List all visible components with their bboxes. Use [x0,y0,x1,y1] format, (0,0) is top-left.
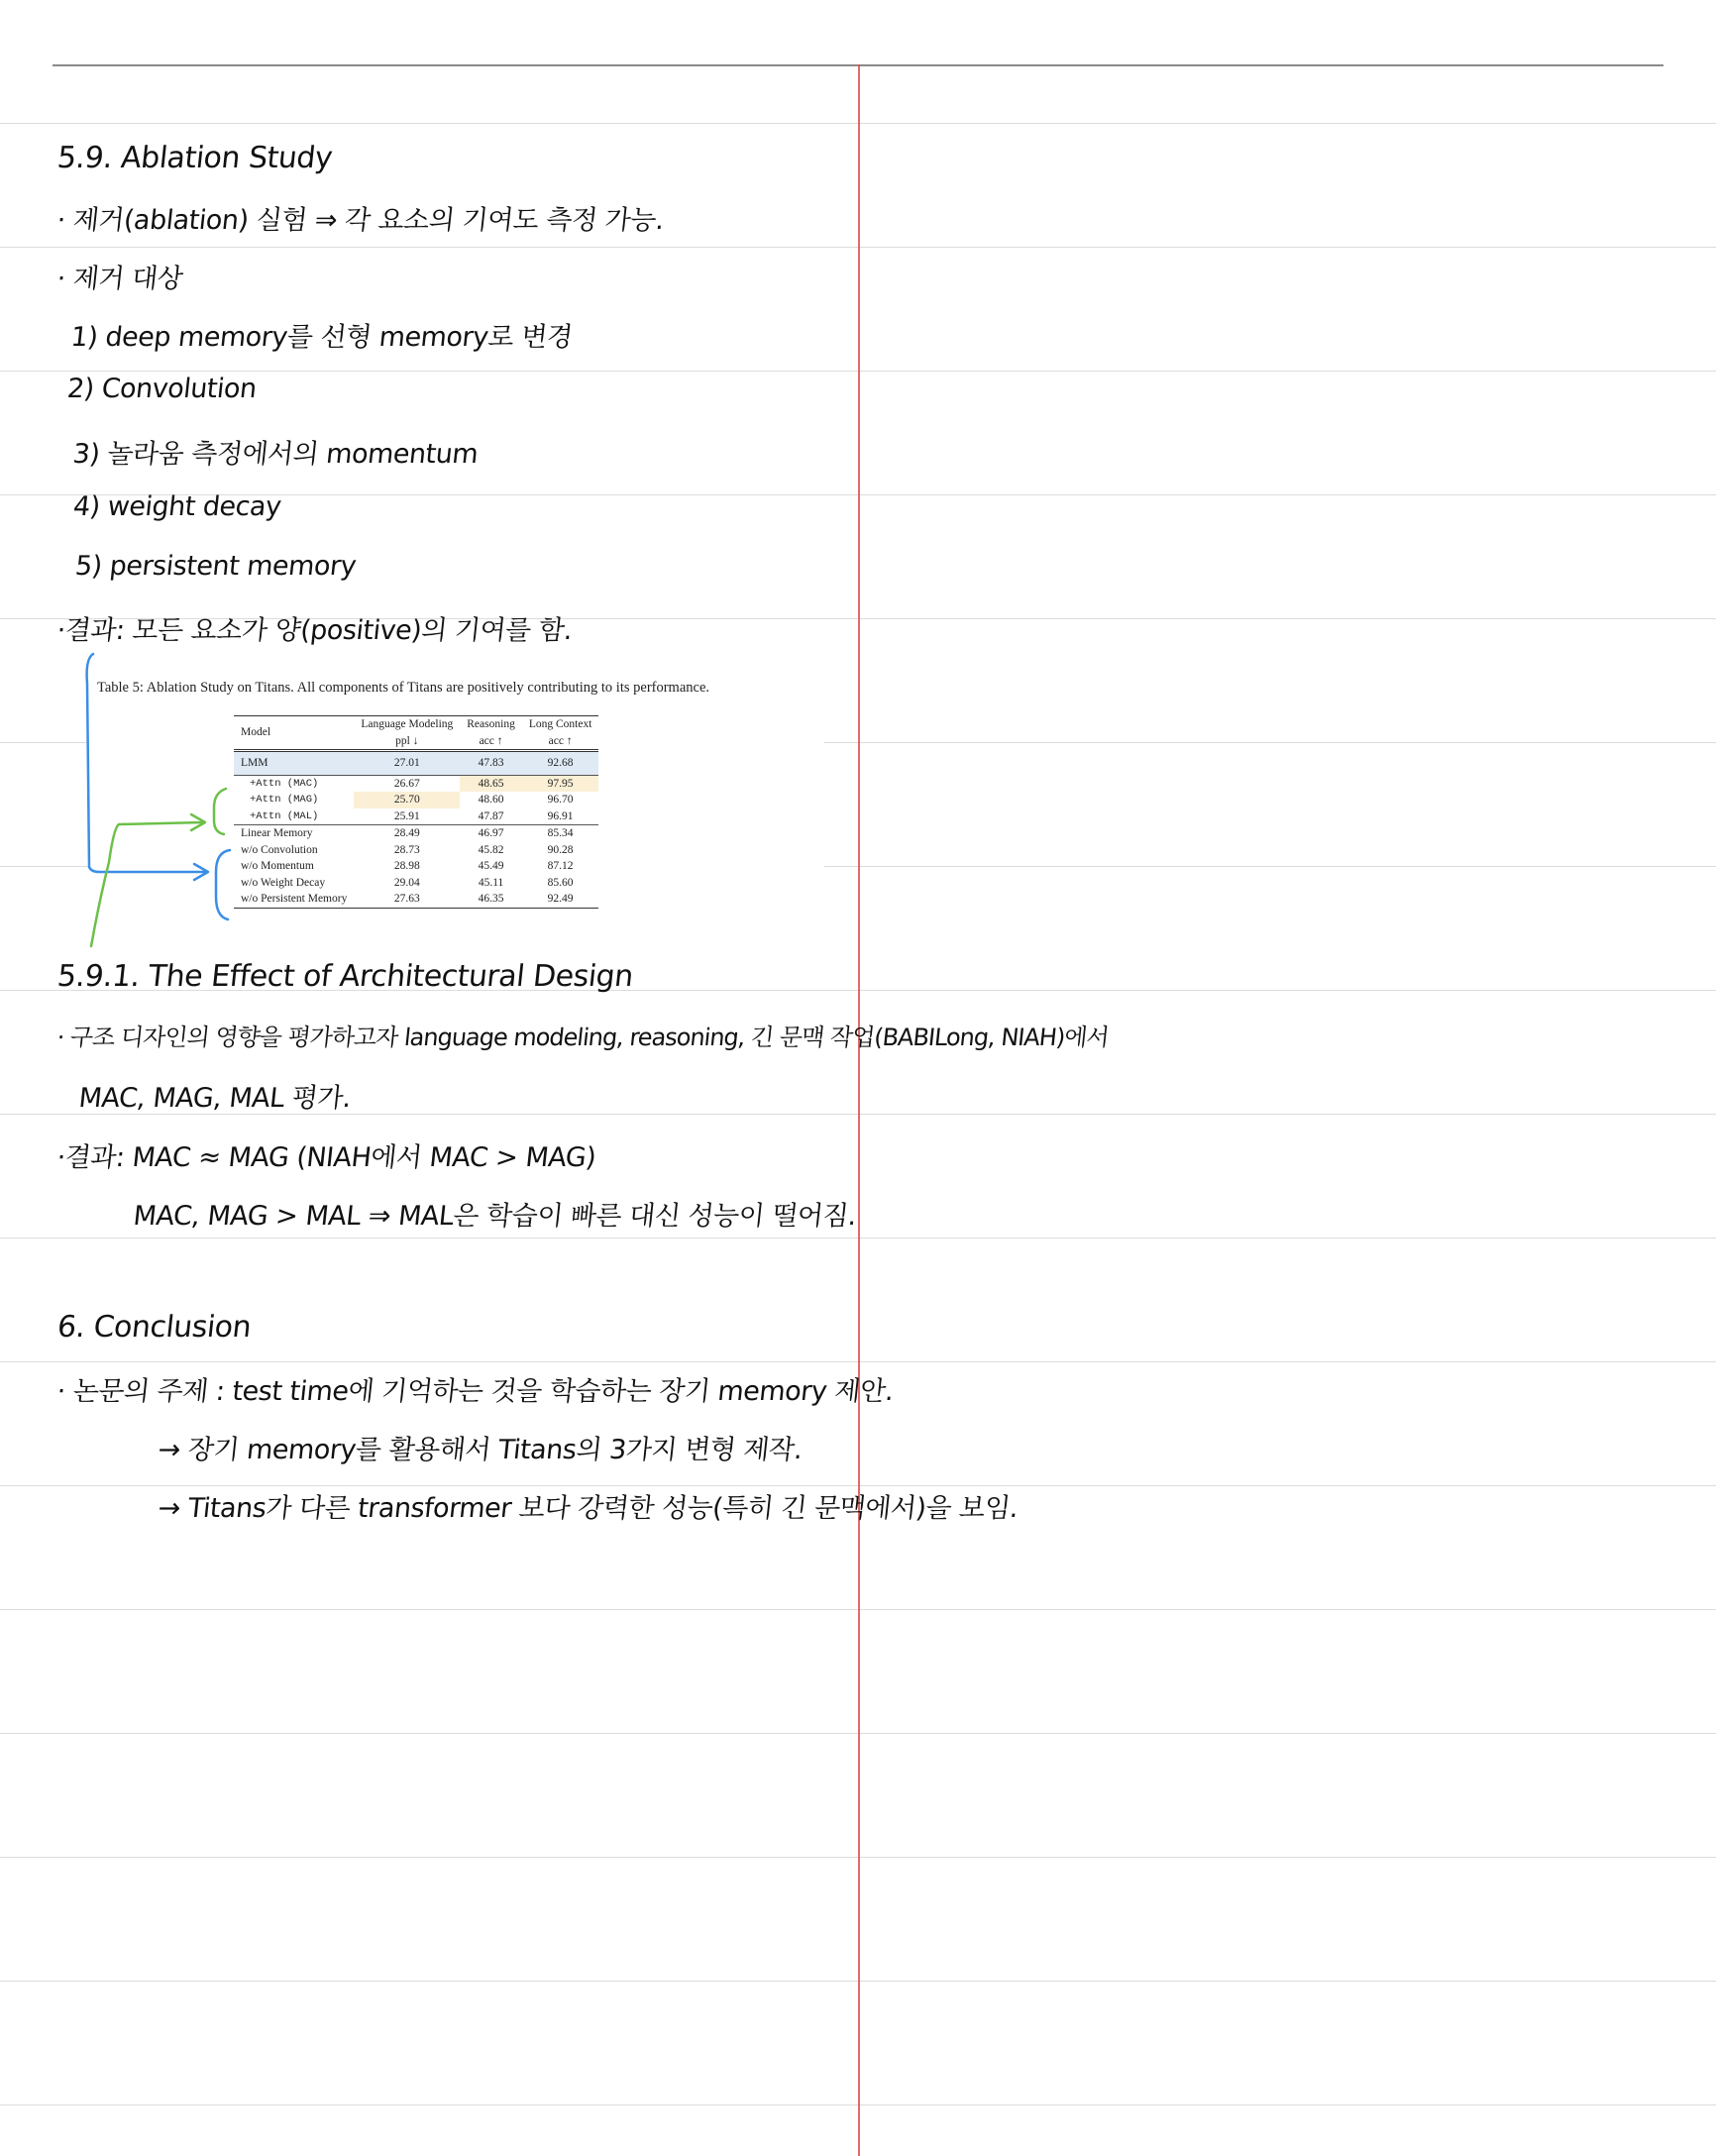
table-row [234,808,598,825]
table-row [234,825,598,842]
row-long: 92.49 [522,891,599,908]
ablation-table [234,715,598,909]
row-reasoning: 45.82 [478,843,504,856]
section-5-9-title: 5.9. Ablation Study [55,141,335,175]
row-long: 85.60 [547,876,574,889]
col-sub-long: acc ↑ [522,733,599,751]
row-long: 92.68 [522,751,599,776]
row-lm: 25.91 [393,809,420,822]
row-model: w/o Persistent Memory [234,891,354,908]
row-lm: 28.49 [354,825,460,842]
col-header-lm: Language Modeling [354,716,460,733]
row-long: 96.70 [547,794,574,806]
row-long: 85.34 [522,825,599,842]
s591-bullet-eval: · 구조 디자인의 영향을 평가하고자 language modeling, reasoning, 긴 문맥 작업(BABILong, NIAH)에서 [55,1024,1111,1051]
section-5-9-1-title: 5.9.1. The Effect of Architectural Design [55,959,635,994]
row-long: 97.95 [522,775,599,792]
table-row [234,792,598,808]
col-sub-reasoning: acc ↑ [460,733,522,751]
s59-item-5: 5) persistent memory [73,551,358,582]
col-header-long: Long Context [522,716,599,733]
table-caption: Table 5: Ablation Study on Titans. All components of Titans are positively contributing to its performance. [97,680,710,696]
row-model: +Attn (MAL) [250,809,319,822]
table-row [234,858,598,875]
s6-arrow-2: → Titans가 다른 transformer 보다 강력한 성능(특히 긴 문맥에서)을 보임. [157,1493,1020,1524]
row-model: +Attn (MAC) [250,777,319,790]
row-reasoning: 48.65 [460,775,522,792]
row-model: w/o Weight Decay [241,876,326,889]
s59-result: ·결과: 모든 요소가 양(positive)의 기여를 함. [55,615,575,646]
row-reasoning: 48.60 [478,794,504,806]
s59-item-2: 2) Convolution [65,374,259,404]
row-reasoning: 47.83 [460,751,522,776]
row-long: 96.91 [547,809,574,822]
row-model: LMM [234,751,354,776]
table-row [234,751,598,776]
row-reasoning: 46.97 [460,825,522,842]
row-long: 87.12 [547,860,574,872]
col-header-reasoning: Reasoning [460,716,522,733]
s59-bullet-ablation: · 제거(ablation) 실험 ⇒ 각 요소의 기여도 측정 가능. [55,205,666,236]
section-6-title: 6. Conclusion [55,1310,253,1345]
s591-result-1: ·결과: MAC ≈ MAG (NIAH에서 MAC > MAG) [55,1142,597,1173]
row-lm: 28.73 [393,843,420,856]
row-lm: 28.98 [393,860,420,872]
row-reasoning: 45.49 [478,860,504,872]
row-model: Linear Memory [234,825,354,842]
s6-arrow-1: → 장기 memory를 활용해서 Titans의 3가지 변형 제작. [157,1435,804,1465]
row-lm: 27.01 [354,751,460,776]
row-lm: 27.63 [354,891,460,908]
s591-result-2: MAC, MAG > MAL ⇒ MAL은 학습이 빠른 대신 성능이 떨어짐. [132,1201,858,1232]
s59-item-4: 4) weight decay [71,491,283,522]
row-lm: 25.70 [354,792,460,808]
ablation-table-image [89,666,824,931]
row-reasoning: 45.11 [478,876,504,889]
row-reasoning: 47.87 [478,809,504,822]
row-lm: 26.67 [393,777,420,790]
col-sub-lm: ppl ↓ [354,733,460,751]
s59-item-3: 3) 놀라움 측정에서의 momentum [71,439,480,470]
s59-item-1: 1) deep memory를 선형 memory로 변경 [69,322,575,353]
row-model: w/o Momentum [241,860,314,872]
margin-line [858,64,860,2156]
table-row [234,775,598,792]
row-model: +Attn (MAG) [250,794,319,806]
row-long: 90.28 [547,843,574,856]
table-row [234,875,598,892]
row-reasoning: 46.35 [460,891,522,908]
row-model: w/o Convolution [241,843,318,856]
s59-bullet-targets: · 제거 대상 [55,264,184,294]
row-lm: 29.04 [393,876,420,889]
table-row [234,842,598,859]
s6-bullet-topic: · 논문의 주제 : test time에 기억하는 것을 학습하는 장기 memory 제안. [55,1376,896,1407]
col-header-model: Model [234,716,354,751]
table-row [234,891,598,908]
s591-bullet-eval-cont: MAC, MAG, MAL 평가. [77,1083,353,1114]
